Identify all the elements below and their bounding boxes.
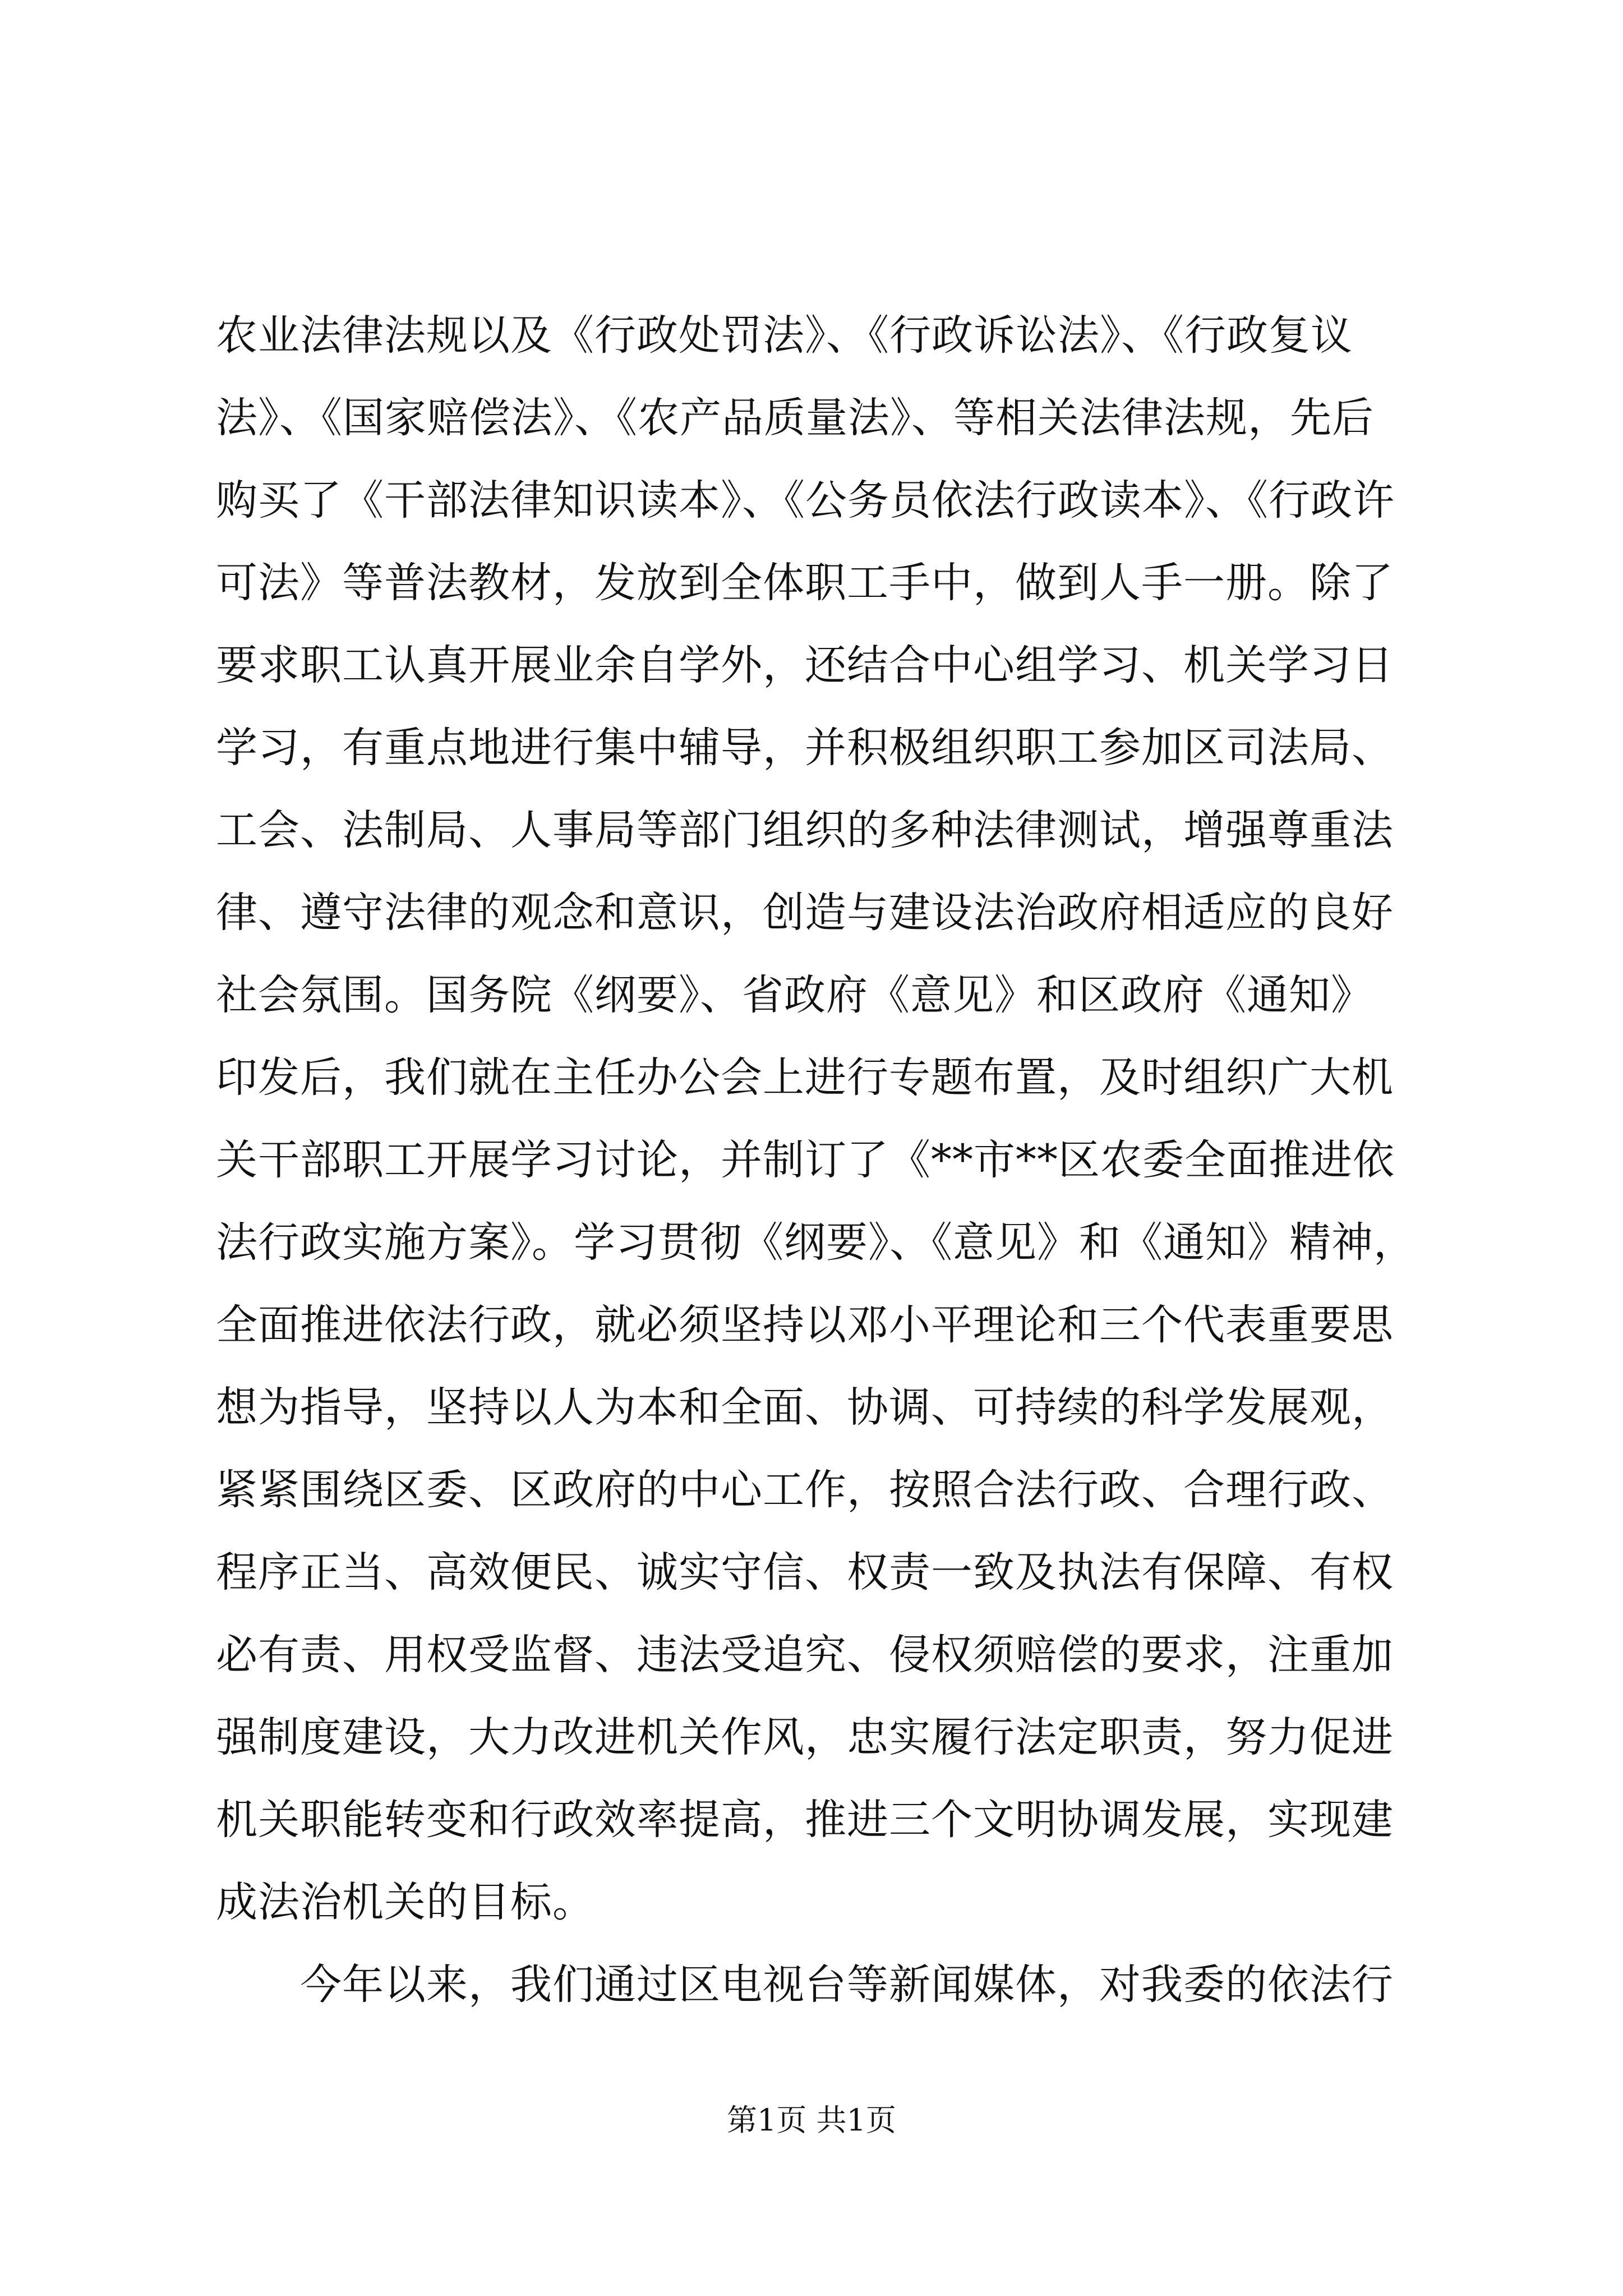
- text-line: 机关职能转变和行政效率提高，推进三个文明协调发展，实现建: [216, 1796, 1394, 1844]
- text-line: 律、遵守法律的观念和意识，创造与建设法治政府相适应的良好: [216, 889, 1394, 937]
- text-line: 农业法律法规以及《行政处罚法》、《行政诉讼法》、《行政复议: [216, 311, 1353, 360]
- text-line: 紧紧围绕区委、区政府的中心工作，按照合法行政、合理行政、: [216, 1466, 1394, 1514]
- text-line: 社会氛围。国务院《纲要》、省政府《意见》和区政府《通知》: [216, 971, 1373, 1019]
- text-line: 想为指导，坚持以人为本和全面、协调、可持续的科学发展观，: [216, 1383, 1394, 1432]
- text-line: 要求职工认真开展业余自学外，还结合中心组学习、机关学习日: [216, 641, 1394, 689]
- text-line: 法行政实施方案》。学习贯彻《纲要》、《意见》和《通知》精神，: [216, 1218, 1415, 1267]
- text-line: 全面推进依法行政，就必须坚持以邓小平理论和三个代表重要思: [216, 1301, 1394, 1349]
- text-line-indented: 今年以来，我们通过区电视台等新闻媒体，对我委的依法行: [300, 1961, 1394, 2009]
- text-line: 必有责、用权受监督、违法受追究、侵权须赔偿的要求，注重加: [216, 1631, 1394, 1679]
- body-text: [216, 295, 1422, 2026]
- text-line: 成法治机关的目标。: [216, 1878, 594, 1926]
- page-footer: 第1页 共1页: [727, 2102, 896, 2138]
- text-line: 程序正当、高效便民、诚实守信、权责一致及执法有保障、有权: [216, 1548, 1394, 1596]
- text-line: 印发后，我们就在主任办公会上进行专题布置，及时组织广大机: [216, 1053, 1394, 1102]
- text-line: 购买了《干部法律知识读本》、《公务员依法行政读本》、《行政许: [216, 476, 1395, 524]
- text-line: 法》、《国家赔偿法》、《农产品质量法》、等相关法律法规，先后: [216, 394, 1374, 442]
- text-line: 强制度建设，大力改进机关作风，忠实履行法定职责，努力促进: [216, 1713, 1394, 1761]
- text-line: 可法》等普法教材，发放到全体职工手中，做到人手一册。除了: [216, 559, 1394, 607]
- text-line: 关干部职工开展学习讨论，并制订了《**市**区农委全面推进依: [216, 1136, 1395, 1184]
- text-line: 工会、法制局、人事局等部门组织的多种法律测试，增强尊重法: [216, 806, 1394, 854]
- text-line: 学习，有重点地进行集中辅导，并积极组织职工参加区司法局、: [216, 724, 1394, 772]
